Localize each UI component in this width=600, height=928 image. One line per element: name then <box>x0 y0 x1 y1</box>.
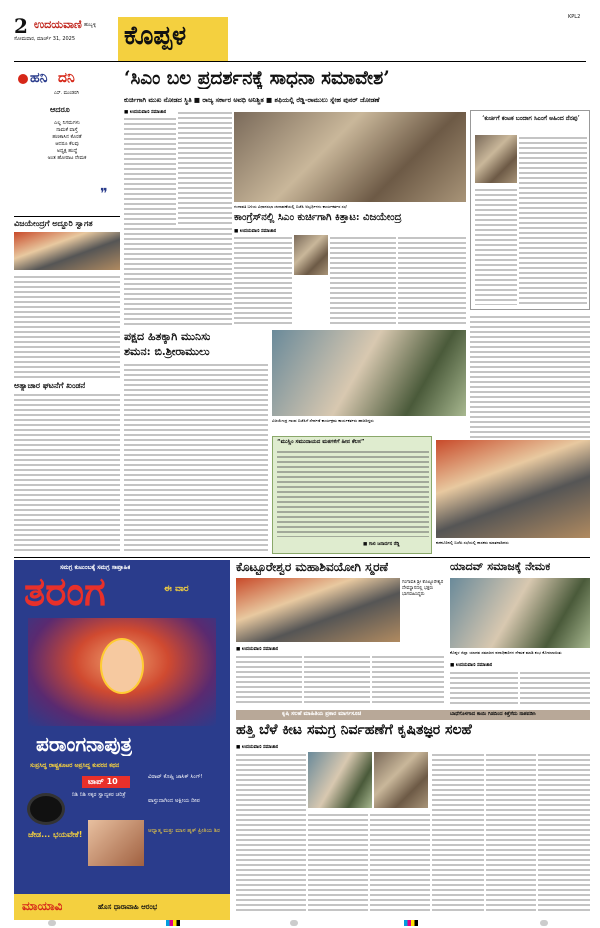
ad-side3: ಆಧ್ಯಾತ್ಮ ಮತ್ತು ಮಾಸ ಹೃಕ್ ಪ್ರೀತಿಯ ಶಿರ <box>148 828 220 834</box>
ad-tagline: ಸಮಗ್ರ ಕುಟುಂಬಕ್ಕೆ ಸಮಗ್ರ ಸಾಪ್ತಾಹಿಕ <box>60 564 131 571</box>
registration-dot-icon <box>404 920 418 926</box>
ad-magazine: ತರಂಗ <box>24 568 106 615</box>
section-small: ಹುಬ್ಬಳ್ಳಿ <box>84 22 97 28</box>
brand-author: ಎಸ್. ಮುಂಡರಗಿ <box>54 91 80 96</box>
quote-line: ಹಣಕಾಸಿನ ಕೊರತೆ <box>52 134 82 140</box>
ramulu-quote-body <box>277 449 429 537</box>
yadav-body-col2 <box>520 670 590 706</box>
lead-subhead: ಕುರ್ಚಿಗಾಗಿ ಮುಖ ನೋಡದ ಸ್ಥಿತಿ ■ ರಾಜ್ಯ ಸರ್ಕಾರ ಅವಧಿ ಅನಿಶ್ಚಿತ ■ ಶಫಿಯಲ್ಲಿ ರೆಡ್ಡಿ-ರಾಮುಲು ಸ್ನೇಹ ಪುನರ್ ಜೋಡಣೆ <box>124 96 380 104</box>
lead-photo <box>234 112 466 202</box>
ad-feature-title: ಪರಾಂಗನಾಪುತ್ರ <box>36 732 133 756</box>
ad-side1: ವಿರಾಟ್ ಕೊಹ್ಲಿ ಜಾಸಿಕ್ ಸಿಂಗ್! <box>148 774 203 780</box>
story1-photo <box>14 232 120 270</box>
section-banner <box>118 17 228 61</box>
lead-byline: ■ ಉದಯವಾಣಿ ಸಮಾಚಾರ <box>124 110 167 115</box>
right-box <box>470 110 590 310</box>
yadav-body-col1 <box>450 670 518 706</box>
yadav-headline: ಯಾದವ್ ಸಮಾಜಕ್ಕೆ ನೇಮಕ <box>450 560 551 573</box>
ad-footer-a: ಮಾಯಾವಿ <box>22 899 63 913</box>
congress-byline: ■ ಉದಯವಾಣಿ ಸಮಾಚಾರ <box>234 229 277 234</box>
ad-edition: ಈ ವಾರ <box>164 584 189 594</box>
ad-top10-sub: ನಿಶಿ ನಿಶಿ ಸಕ್ಕರ ಸ್ವಾದ್ಯಕರ ಚರಿತ್ರೆ <box>72 792 126 798</box>
congress-body-col1 <box>234 235 292 325</box>
ramulu-photo-2 <box>436 440 590 538</box>
edition-code: KPL2 <box>568 14 581 20</box>
kottur-inset: ಗಂಗಾವತಿ ಶ್ರೀ ಕೊಟ್ಟೂರೇಶ್ವರ ದೇವಸ್ಥಾನದಲ್ಲಿ ಭಕ್ತರು ಭಾಗವಹಿಸಿದ್ದರು <box>402 580 444 597</box>
lead-headline: ‘ಸಿಎಂ ಬಲ ಪ್ರದರ್ಶನಕ್ಕೆ ಸಾಧನಾ ಸಮಾವೇಶ’ <box>124 68 390 89</box>
lead-body-col2 <box>178 110 232 226</box>
hani-dani-logo-icon <box>18 74 28 84</box>
story2-headline: ಅತ್ಯಾಚಾರ ಘಟನೆಗೆ ಖಂಡನೆ <box>14 380 86 390</box>
lead-body-col1 <box>124 116 176 226</box>
ad-top10-badge <box>82 776 130 788</box>
quote-line: ಆದರೂ ಕೆಲವು <box>55 141 79 147</box>
ad-footer-bar <box>14 894 230 920</box>
ad-spider-text: ಜೇಡ... ಭಯವೇಕೆ! <box>28 830 83 839</box>
mid-rule <box>14 557 590 558</box>
quote-line: ಎಲ್ಲ ನಿಗಮಗಳು <box>54 120 80 126</box>
ramulu-headline-1: ಪಕ್ಷದ ಹಿತಕ್ಕಾಗಿ ಮುನಿಸು <box>124 330 211 343</box>
ramulu-body <box>124 362 268 554</box>
bottom-body-col3 <box>370 812 430 914</box>
right-column-body <box>470 314 590 438</box>
taranga-advert <box>14 560 230 920</box>
sidebar-brand-box <box>14 68 120 216</box>
bottom-body-col4 <box>432 752 484 914</box>
ad-small-photo <box>88 820 144 866</box>
kottur-photo <box>236 578 400 642</box>
lead-photo-caption: ಗಂಗಾವತಿ ಬಳಿಯ ವಿಧಾನಸಭಾ ಚುನಾವಣೆಯಲ್ಲಿ ಬಿಜೆಪಿ ಅಭ್ಯರ್ಥಿಗಳು ಕಾರ್ಯಕರ್ತರ ಸಭೆ <box>234 204 347 209</box>
right-box-photo <box>475 135 517 183</box>
bottom-photo-pest <box>374 752 428 808</box>
registration-dot-icon <box>48 920 56 926</box>
congress-body-col3 <box>398 235 466 325</box>
bottom-body-col5 <box>486 752 536 914</box>
quote-title: ಆದರೂ <box>50 104 70 114</box>
bottom-photo-cotton <box>308 752 372 808</box>
kottur-body-col2 <box>304 654 370 706</box>
right-box-body-lower <box>475 187 517 305</box>
kottur-body-col3 <box>372 654 444 706</box>
ramulu-quote-box <box>272 436 432 554</box>
registration-dot-icon <box>290 920 298 926</box>
brand-hani: ಹನಿ <box>30 70 48 86</box>
bottom-byline: ■ ಉದಯವಾಣಿ ಸಮಾಚಾರ <box>236 745 279 750</box>
yadav-photo <box>450 578 590 648</box>
section-title: ಕೊಪ್ಪಳ <box>124 21 187 51</box>
issue-date: ಸೋಮವಾರ, ಮಾರ್ಚ್ 31, 2025 <box>14 36 76 42</box>
bottom-ribbon: ಕೃಷಿ ಸಲಹೆ ಮಾಹಿತಿಯ ಪ್ರಕಾರ ಮಾರ್ಗಸೂಚಿ <box>282 711 362 717</box>
registration-dot-icon <box>540 920 548 926</box>
ramulu-photo <box>272 330 466 416</box>
ramulu-headline-2: ಶಮನ: ಬಿ.ಶ್ರೀರಾಮುಲು <box>124 345 210 358</box>
spider-icon <box>30 796 62 822</box>
ramulu-quote-title: “ಮುಸ್ಲಿಂ ಸಮುದಾಯದ ಮತಗಳಿಗೆ ಹೀನ ಕೆಲಸ” <box>277 439 365 445</box>
bottom-headline: ಹತ್ತಿ ಬೆಳೆ ಕೀಟ ಸಮಗ್ರ ನಿರ್ವಹಣೆಗೆ ಕೃಷಿತಜ್ಞರ ಸಲಹೆ <box>236 722 472 738</box>
registration-dot-icon <box>166 920 180 926</box>
ad-footer-b: ಹೊಸ ಧಾರಾವಾಹಿ ಆರಂಭ <box>98 903 158 911</box>
story1-headline: ವಿಜಯೇಂದ್ರಗೆ ಅದ್ದೂರಿ ಸ್ವಾಗತ <box>14 218 93 228</box>
bottom-body-col6 <box>538 752 590 914</box>
quote-line: ಅಂತ ಹೋರಾಟ ನೇಮಕ <box>47 155 87 161</box>
yadav-photo-caption: ಕೊಪ್ಪಳ ಜಿಲ್ಲಾ ಯಾದವ ಸಮಾಜದ ಪದಾಧಿಕಾರಿಗಳ ನೇಮಕ ಮಾಡಿ ಶುಭ ಕೋರಲಾಯಿತು <box>450 650 562 655</box>
masthead-rule <box>14 61 586 62</box>
ad-side2: ವಾಸ್ತುದಾಗಿಂದ ಅಕ್ಷೀಯ ದೀಪ <box>148 798 200 804</box>
ad-feature-sub: ಸುಪ್ರಸಿದ್ಧ ರಾಷ್ಟ್ರಕೂಟರ ಅಪ್ರಸಿದ್ಧ ಕುವರನ ಕಥನ <box>30 762 120 769</box>
right-box-body <box>519 135 587 305</box>
congress-photo <box>294 235 328 275</box>
paper-name: ಉದಯವಾಣಿ <box>34 18 82 31</box>
lead-body-lower <box>124 226 232 328</box>
ramulu-photo-caption: ವಿಜಯೇಂದ್ರ ಗಾಂವ ಬಿಜೆಪಿಗೆ ಸೇರ್ಪಡೆ ಕಾರ್ಯಕ್ರಮ ಕಾರ್ಯಕರ್ತರು ಹಾಜರಿದ್ದರು <box>272 418 374 423</box>
quote-lines <box>18 120 116 162</box>
ramulu-photo-2-caption: ಕುಕನೂರಿನಲ್ಲಿ ಬಿಜೆಪಿ ಸಭೆಯಲ್ಲಿ ಶಾಸಕರು ಮಾತನಾಡಿದರು <box>436 540 509 545</box>
yadav-byline: ■ ಉದಯವಾಣಿ ಸಮಾಚಾರ <box>450 663 493 668</box>
bottom-kicker: ಬಾಧೆಗೊಳಗಾದ ಕಾಯಿ ಗಿಡದಿಂದ ಕಿತ್ತೆಸೆದು ನಾಶಪಡಿಸಿ <box>450 711 536 717</box>
bottom-body-col1 <box>236 752 306 914</box>
kottur-byline: ■ ಉದಯವಾಣಿ ಸಮಾಚಾರ <box>236 647 279 652</box>
quote-line: ಅಧ್ಯಕ್ಷ ಹುದ್ದೆ <box>56 148 78 154</box>
sidebar-divider <box>14 216 120 217</box>
page-number: 2 <box>14 14 28 38</box>
brand-dani: ದನಿ <box>58 70 75 86</box>
congress-headline: ಕಾಂಗ್ರೆಸ್‌ನಲ್ಲಿ ಸಿಎಂ ಕುರ್ಚಿಗಾಗಿ ಕಿತ್ತಾಟ: ವಿಜಯೇಂದ್ರ <box>234 212 402 223</box>
bottom-ribbon-bar <box>236 710 590 720</box>
ramulu-quote-author: ■ ಗಾಲಿ ಜನಾರ್ದನ ರೆಡ್ಡಿ <box>363 542 400 547</box>
kottur-body-col1 <box>236 654 302 706</box>
bottom-body-col2 <box>308 812 368 914</box>
quote-line: ನಾಮಕೆ ವಾಸ್ತೆ <box>56 127 78 133</box>
registration-marks <box>0 918 600 928</box>
ad-face-icon <box>100 638 144 694</box>
masthead <box>0 0 600 68</box>
story1-body <box>14 274 120 378</box>
congress-body-col2 <box>330 235 396 325</box>
quote-mark-icon: ❞ <box>100 186 108 202</box>
right-box-title: ‘ಕುರ್ಚಿಗೆ ಕಂಟಕ ಬಂದಾಗ ಸಿಎಂಗೆ ಅಹಿಂದ ನೆನಪು’ <box>482 115 580 122</box>
ad-top10-label: ಟಾಪ್ 10 <box>88 777 118 786</box>
kottur-headline: ಕೊಟ್ಟೂರೇಶ್ವರ ಮಹಾಶಿವಯೋಗಿ ಸ್ಮರಣೆ <box>236 560 389 574</box>
story2-body <box>14 392 120 552</box>
